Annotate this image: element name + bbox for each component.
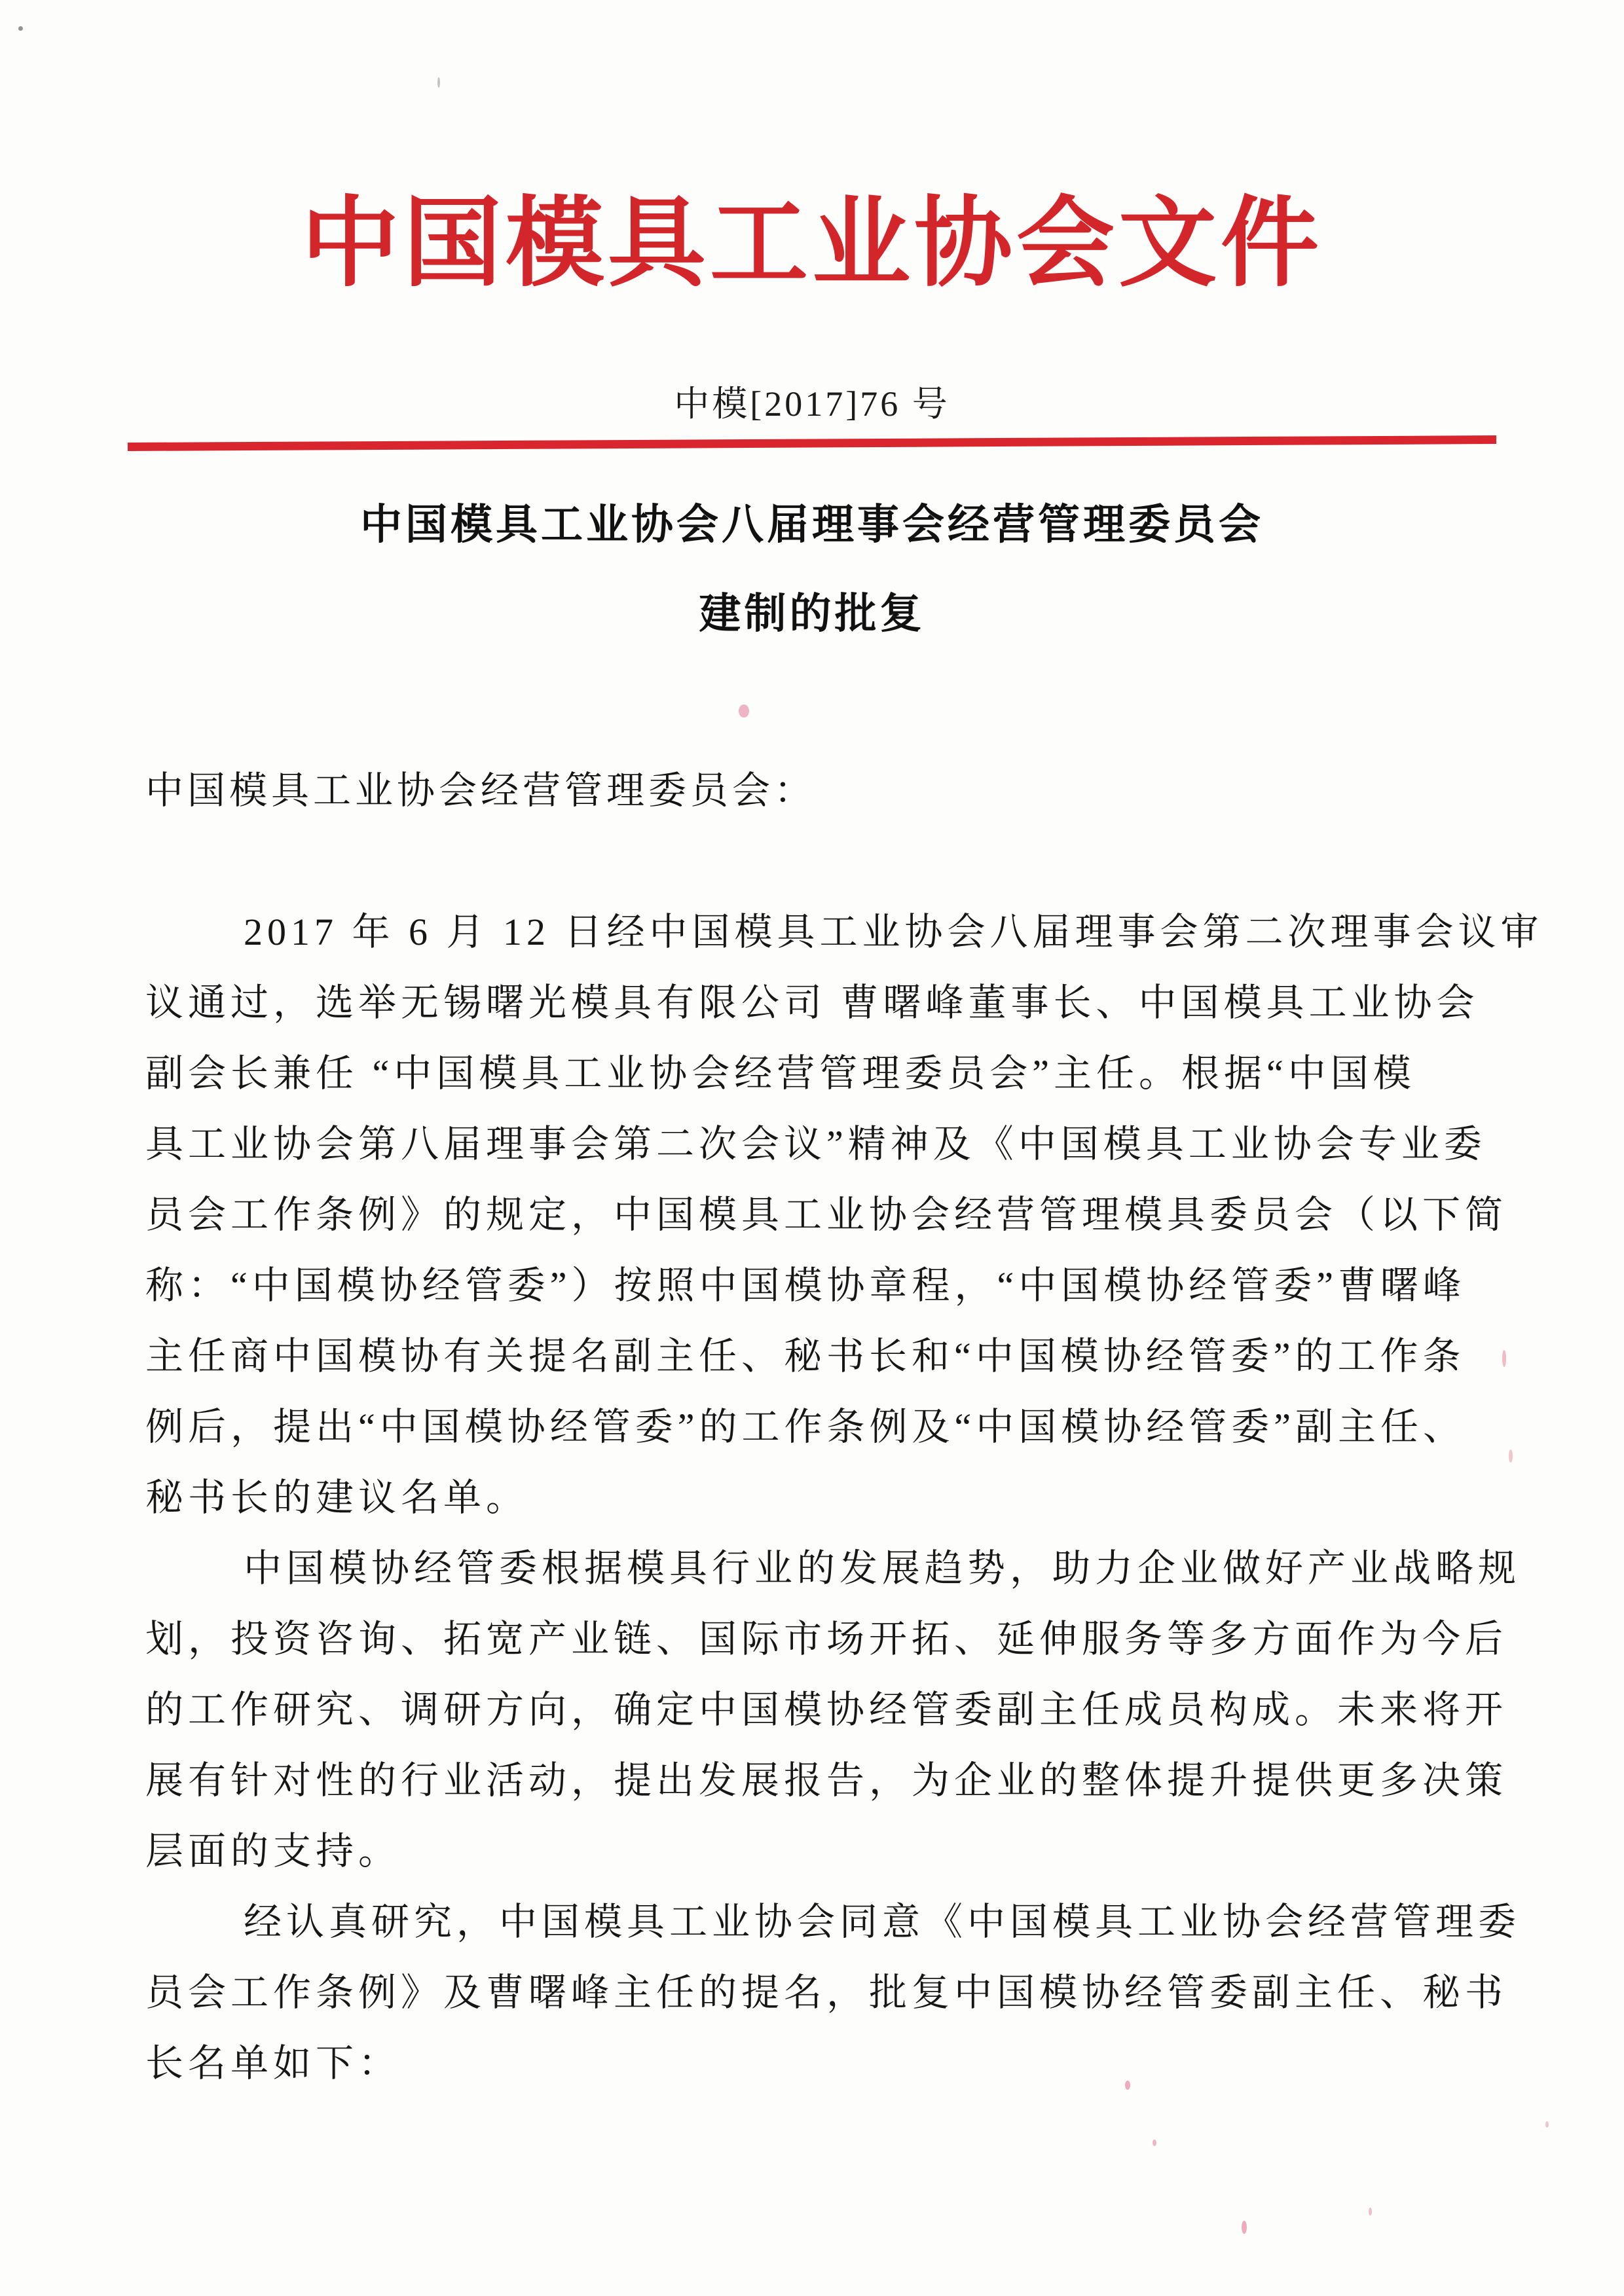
paragraph [145, 1533, 1527, 1887]
body-line: 层面的支持。 [145, 1830, 401, 1872]
body-line: 主任商中国模协有关提名副主任、秘书长和“中国模协经管委”的工作条 [145, 1335, 1466, 1377]
salutation: 中国模具工业协会经营管理委员会： [145, 769, 817, 812]
paragraph [145, 1887, 1527, 2099]
scan-artifact [1153, 2140, 1156, 2146]
scan-artifact [18, 26, 23, 31]
body-line: 中国模协经管委根据模具行业的发展趋势，助力企业做好产业战略规 [244, 1547, 1521, 1590]
body-line: 划，投资咨询、拓宽产业链、国际市场开拓、延伸服务等多方面作为今后 [145, 1618, 1508, 1660]
scan-artifact [437, 77, 440, 88]
body-line: 经认真研究，中国模具工业协会同意《中国模具工业协会经营管理委 [244, 1901, 1521, 1943]
body-line: 具工业协会第八届理事会第二次会议”精神及《中国模具工业协会专业委 [145, 1123, 1486, 1165]
red-divider-rule [128, 435, 1496, 451]
body-line: 员会工作条例》的规定，中国模具工业协会经营管理模具委员会（以下简 [145, 1194, 1508, 1236]
scan-artifact [1369, 2208, 1372, 2215]
body-line: 员会工作条例》及曹曙峰主任的提名，批复中国模协经管委副主任、秘书 [145, 1971, 1508, 2014]
body-line: 副会长兼任 “中国模具工业协会经营管理委员会”主任。根据“中国模 [145, 1052, 1416, 1095]
body-line: 长名单如下： [145, 2042, 401, 2085]
paragraph [145, 897, 1543, 1533]
body-line: 例后，提出“中国模协经管委”的工作条例及“中国模协经管委”副主任、 [145, 1406, 1466, 1448]
body-line: 的工作研究、调研方向，确定中国模协经管委副主任成员构成。未来将开 [145, 1688, 1508, 1731]
document-title-line-1: 中国模具工业协会八届理事会经营管理委员会 [360, 501, 1264, 548]
body-line: 2017 年 6 月 12 日经中国模具工业协会八届理事会第二次理事会议审 [244, 911, 1543, 953]
document-masthead: 中国模具工业协会文件 [301, 190, 1323, 299]
body-line: 秘书长的建议名单。 [145, 1476, 529, 1519]
body-line: 展有针对性的行业活动，提出发展报告，为企业的整体提升提供更多决策 [145, 1759, 1508, 1802]
body-line: 称：“中国模协经管委”）按照中国模协章程，“中国模协经管委”曹曙峰 [145, 1264, 1466, 1307]
document-body [145, 897, 1543, 2099]
scan-artifact [1242, 2221, 1247, 2234]
body-line: 议通过，选举无锡曙光模具有限公司 曹曙峰董事长、中国模具工业协会 [145, 981, 1479, 1024]
scan-artifact [739, 704, 749, 718]
document-title-line-2: 建制的批复 [699, 591, 925, 637]
scan-artifact [1545, 2121, 1549, 2128]
document-number: 中模[2017]76 号 [674, 384, 950, 424]
